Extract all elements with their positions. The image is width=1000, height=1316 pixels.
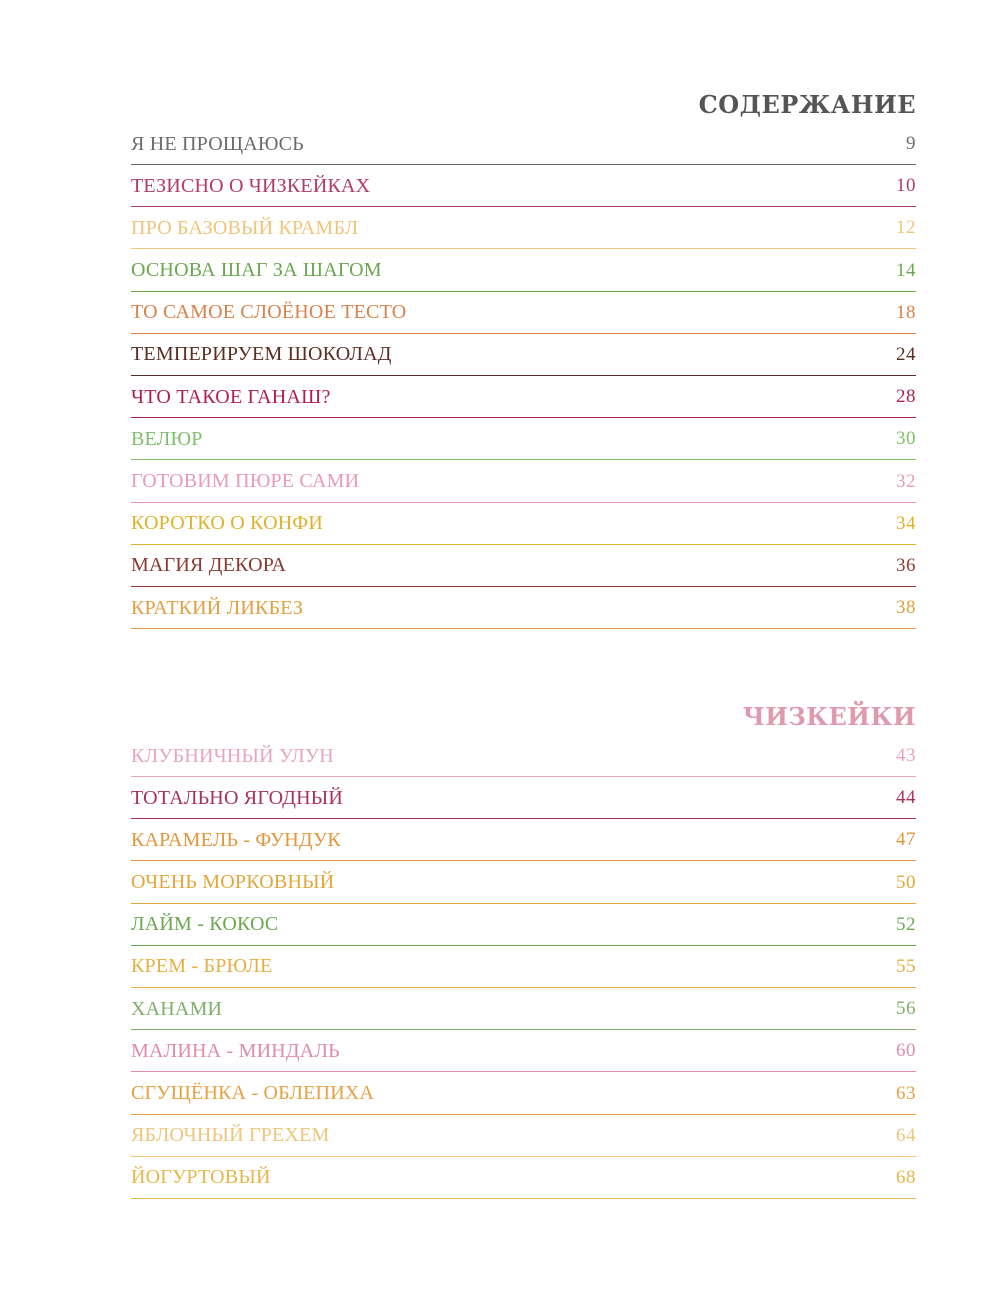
toc-entry-page-number: 9: [906, 133, 916, 154]
toc-entry-label: ТЕЗИСНО О ЧИЗКЕЙКАХ: [131, 174, 371, 197]
contents-title: СОДЕРЖАНИЕ: [698, 90, 916, 119]
toc-entry-label: ТОТАЛЬНО ЯГОДНЫЙ: [131, 786, 344, 809]
toc-entry-page-number: 55: [896, 955, 916, 977]
toc-entry[interactable]: [131, 377, 916, 418]
toc-entry-label: МАЛИНА - МИНДАЛЬ: [131, 1039, 340, 1062]
toc-entry-page-number: 36: [896, 554, 916, 576]
toc-entry-page-number: 24: [896, 343, 916, 365]
toc-entry-label: ОЧЕНЬ МОРКОВНЫЙ: [131, 871, 335, 894]
toc-entry[interactable]: [131, 778, 916, 819]
toc-entry-page-number: 38: [896, 597, 916, 619]
toc-entry-label: КРАТКИЙ ЛИКБЕЗ: [131, 596, 304, 619]
toc-entry-label: ВЕЛЮР: [131, 427, 203, 450]
contents-section: [131, 86, 916, 630]
toc-entry-page-number: 56: [896, 998, 916, 1020]
toc-entry-page-number: 14: [896, 259, 916, 281]
toc-entry-page-number: 18: [896, 301, 916, 323]
toc-entry[interactable]: [131, 546, 916, 587]
toc-entry[interactable]: [131, 1158, 916, 1199]
toc-entry-label: ТЕМПЕРИРУЕМ ШОКОЛАД: [131, 343, 392, 366]
toc-entry-label: Я НЕ ПРОЩАЮСЬ: [131, 132, 304, 155]
toc-entry-label: КОРОТКО О КОНФИ: [131, 512, 324, 535]
toc-entry-label: ЧТО ТАКОЕ ГАНАШ?: [131, 385, 331, 408]
toc-entry[interactable]: [131, 208, 916, 249]
toc-entry-page-number: 60: [896, 1040, 916, 1062]
toc-entry-label: КЛУБНИЧНЫЙ УЛУН: [131, 744, 334, 767]
toc-entry-label: ОСНОВА ШАГ ЗА ШАГОМ: [131, 259, 382, 282]
toc-entry-label: КАРАМЕЛЬ - ФУНДУК: [131, 828, 341, 851]
toc-entry-label: КРЕМ - БРЮЛЕ: [131, 955, 273, 978]
toc-entry[interactable]: [131, 736, 916, 777]
toc-entry-page-number: 68: [896, 1166, 916, 1188]
toc-entry-page-number: 50: [896, 871, 916, 893]
toc-entry-page-number: 10: [896, 175, 916, 197]
toc-entry-label: СГУЩЁНКА - ОБЛЕПИХА: [131, 1082, 375, 1104]
toc-entry-page-number: 12: [896, 217, 916, 239]
toc-entry[interactable]: [131, 293, 916, 334]
toc-entry-page-number: 44: [896, 787, 916, 809]
toc-entry[interactable]: [131, 1074, 916, 1115]
toc-entry[interactable]: [131, 947, 916, 988]
cheesecakes-list: [131, 736, 916, 1199]
toc-entry[interactable]: [131, 335, 916, 376]
toc-entry-page-number: 34: [896, 512, 916, 534]
toc-entry-page-number: 28: [896, 386, 916, 408]
toc-entry[interactable]: [131, 462, 916, 503]
toc-entry[interactable]: [131, 504, 916, 545]
toc-entry-label: ТО САМОЕ СЛОЁНОЕ ТЕСТО: [131, 301, 407, 324]
toc-entry-page-number: 47: [896, 829, 916, 851]
toc-entry-page-number: 30: [896, 428, 916, 450]
toc-entry[interactable]: [131, 1031, 916, 1072]
toc-entry[interactable]: [131, 419, 916, 460]
contents-list: [131, 124, 916, 629]
toc-entry[interactable]: [131, 166, 916, 207]
toc-entry[interactable]: [131, 124, 916, 165]
toc-entry-label: ГОТОВИМ ПЮРЕ САМИ: [131, 470, 360, 492]
toc-entry-label: ХАНАМИ: [131, 997, 223, 1020]
toc-entry-page-number: 32: [896, 470, 916, 492]
toc-entry-label: ЙОГУРТОВЫЙ: [131, 1166, 271, 1189]
toc-entry[interactable]: [131, 863, 916, 904]
cheesecakes-section: [131, 698, 916, 1200]
toc-entry-label: ПРО БАЗОВЫЙ КРАМБЛ: [131, 216, 359, 239]
toc-entry[interactable]: [131, 251, 916, 292]
toc-entry[interactable]: [131, 1116, 916, 1157]
toc-entry-page-number: 64: [896, 1124, 916, 1146]
toc-entry[interactable]: [131, 588, 916, 629]
toc-entry[interactable]: [131, 905, 916, 946]
toc-entry[interactable]: [131, 989, 916, 1030]
toc-entry-label: ЯБЛОЧНЫЙ ГРЕХЕМ: [131, 1124, 330, 1147]
toc-entry-page-number: 52: [896, 913, 916, 935]
toc-entry-page-number: 43: [896, 745, 916, 766]
toc-entry[interactable]: [131, 820, 916, 861]
toc-entry-label: МАГИЯ ДЕКОРА: [131, 554, 287, 577]
toc-entry-label: ЛАЙМ - КОКОС: [131, 913, 279, 936]
toc-entry-page-number: 63: [896, 1082, 916, 1104]
cheesecakes-title: ЧИЗКЕЙКИ: [742, 702, 916, 731]
